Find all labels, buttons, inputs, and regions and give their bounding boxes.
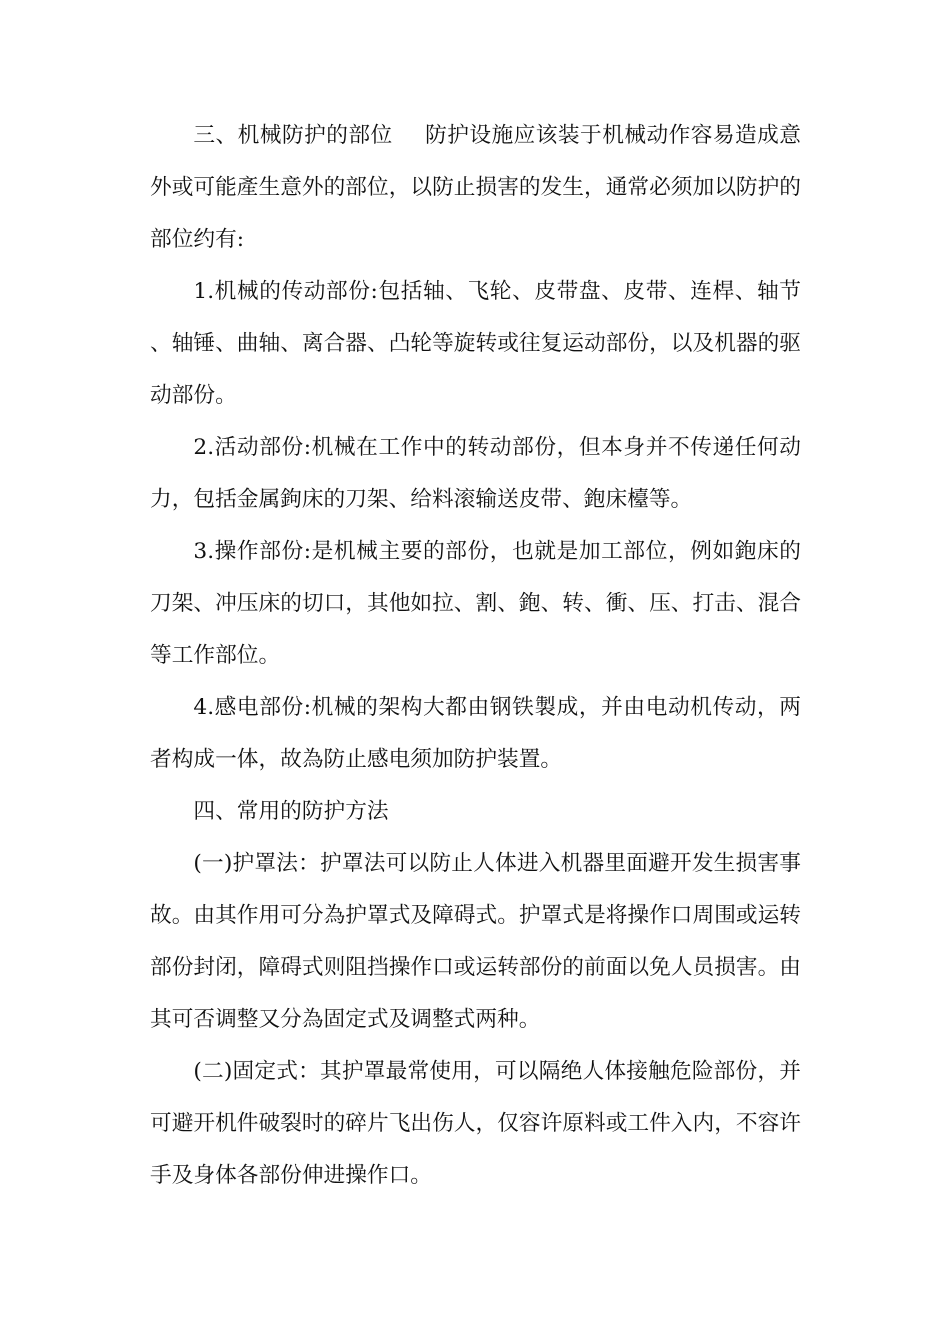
item-4-paragraph: 4.感电部份:机械的架构大都由钢铁製成，并由电动机传动，两者构成一体，故為防止感电须加防护装置。 <box>150 695 801 772</box>
section-3-heading: 三、机械防护的部位 <box>193 123 393 148</box>
section-3-intro: 防护设施应该装于机械动作容易造成意外或可能產生意外的部位，以防止损害的发生，通常必须加以防护的部位约有: <box>150 123 801 252</box>
section-3-paragraph <box>150 110 801 266</box>
item-3-paragraph: 3.操作部份:是机械主要的部份，也就是加工部位，例如鉋床的刀架、冲压床的切口，其他如拉、割、鉋、转、衝、压、打击、混合等工作部位。 <box>150 539 801 668</box>
method-2-paragraph: (二)固定式：其护罩最常使用，可以隔绝人体接触危险部份，并可避开机件破裂时的碎片飞出伤人，仅容许原料或工件入内，不容许手及身体各部份伸进操作口。 <box>150 1059 801 1188</box>
item-1-paragraph: 1.机械的传动部份:包括轴、飞轮、皮带盘、皮带、连桿、轴节、轴锤、曲轴、离合器、凸轮等旋转或往复运动部份，以及机器的驱动部份。 <box>150 279 801 408</box>
method-1-paragraph: (一)护罩法：护罩法可以防止人体进入机器里面避开发生损害事故。由其作用可分為护罩式及障碍式。护罩式是将操作口周围或运转部份封闭，障碍式则阻挡操作口或运转部份的前面以免人员损害。由其可否调整又分為固定式及调整式两种。 <box>150 851 801 1032</box>
section-4-heading: 四、常用的防护方法 <box>193 799 389 824</box>
document-page <box>150 110 801 1202</box>
item-2-paragraph: 2.活动部份:机械在工作中的转动部份，但本身并不传递任何动力，包括金属鉤床的刀架、给料滚输送皮带、鉋床檯等。 <box>150 435 801 512</box>
